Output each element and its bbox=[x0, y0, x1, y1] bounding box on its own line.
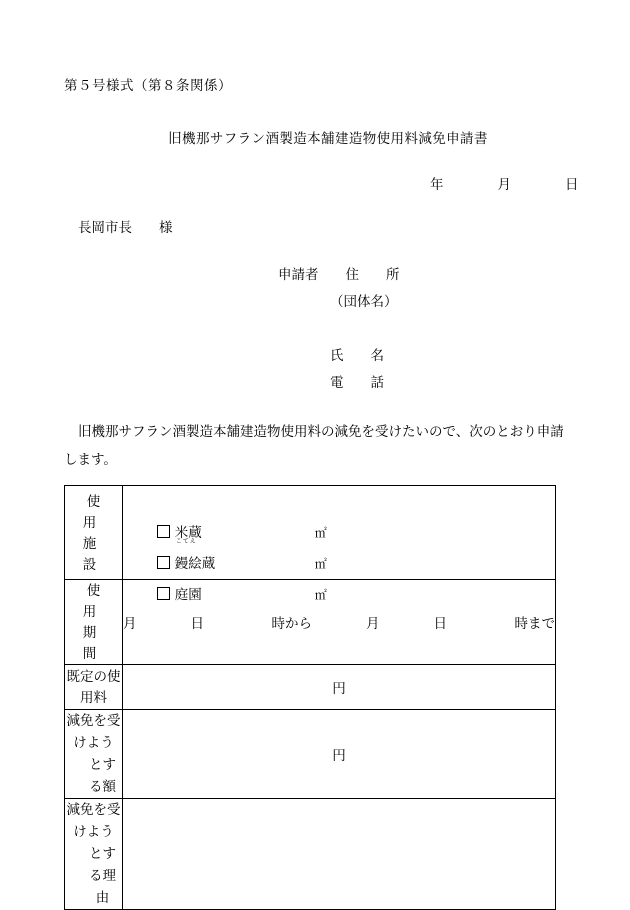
facility-name: 米蔵 bbox=[174, 525, 202, 540]
applicant-address-line: 申請者 住 所 bbox=[278, 267, 400, 282]
application-table bbox=[64, 485, 556, 910]
row-label-reduction-amount-line2: とする額 bbox=[89, 757, 116, 794]
facility-name: 鏝絵蔵 bbox=[174, 556, 216, 571]
checkbox-icon[interactable] bbox=[157, 587, 170, 600]
standard-fee-value-cell[interactable]: 円 bbox=[123, 665, 556, 710]
row-label-period bbox=[65, 580, 130, 665]
date-line: 年 月 日 bbox=[430, 177, 579, 192]
ruby-text: こてえ bbox=[175, 539, 197, 545]
checkbox-icon[interactable] bbox=[157, 525, 170, 538]
facility-option-rice-warehouse[interactable] bbox=[123, 486, 555, 540]
area-unit: ㎡ bbox=[314, 557, 327, 571]
table-row-standard-fee bbox=[65, 665, 556, 710]
facility-name-with-ruby bbox=[174, 539, 216, 579]
row-label-standard-fee-text: 既定の使用料 bbox=[66, 669, 121, 705]
reduction-amount-value-cell[interactable]: 円 bbox=[123, 710, 556, 799]
row-label-reduction-amount-line1: 減免を受けよう bbox=[66, 713, 121, 750]
body-text: 旧機那サフラン酒製造本舗建造物使用料の減免を受けたいので、次のとおり申請します。 bbox=[64, 424, 564, 467]
applicant-name-line: 氏 名 bbox=[330, 348, 384, 363]
row-label-reduction-reason-line1: 減免を受けよう bbox=[66, 802, 121, 839]
checkbox-icon[interactable] bbox=[157, 556, 170, 569]
applicant-block bbox=[278, 261, 400, 396]
row-label-reduction-reason bbox=[65, 799, 123, 910]
facility-name: 庭園 bbox=[174, 587, 202, 602]
table-row-reduction-amount bbox=[65, 710, 556, 799]
table-row-facility bbox=[65, 486, 556, 580]
reduction-reason-value-cell[interactable] bbox=[123, 799, 556, 910]
applicant-phone-line: 電 話 bbox=[330, 375, 384, 390]
row-label-standard-fee bbox=[65, 665, 123, 710]
row-label-period-text: 使 用 期 間 bbox=[82, 583, 130, 661]
area-unit: ㎡ bbox=[314, 588, 327, 602]
table-row-reduction-reason bbox=[65, 799, 556, 910]
addressee: 長岡市長 様 bbox=[78, 220, 173, 235]
applicant-group-name-line: （団体名） bbox=[330, 294, 398, 309]
row-label-reduction-amount bbox=[65, 710, 123, 799]
facility-options-cell bbox=[123, 486, 556, 602]
row-label-reduction-reason-line2: とする理由 bbox=[89, 846, 116, 905]
row-label-facility bbox=[65, 486, 130, 580]
applicant-spacer bbox=[278, 315, 400, 342]
form-number: 第５号様式（第８条関係） bbox=[64, 78, 232, 93]
area-unit: ㎡ bbox=[314, 526, 327, 540]
period-value-cell[interactable]: 月 日 時から 月 日 時まで bbox=[123, 580, 556, 665]
row-label-facility-text: 使 用 施 設 bbox=[82, 493, 130, 572]
page-title: 旧機那サフラン酒製造本舗建造物使用料減免申請書 bbox=[168, 131, 488, 146]
